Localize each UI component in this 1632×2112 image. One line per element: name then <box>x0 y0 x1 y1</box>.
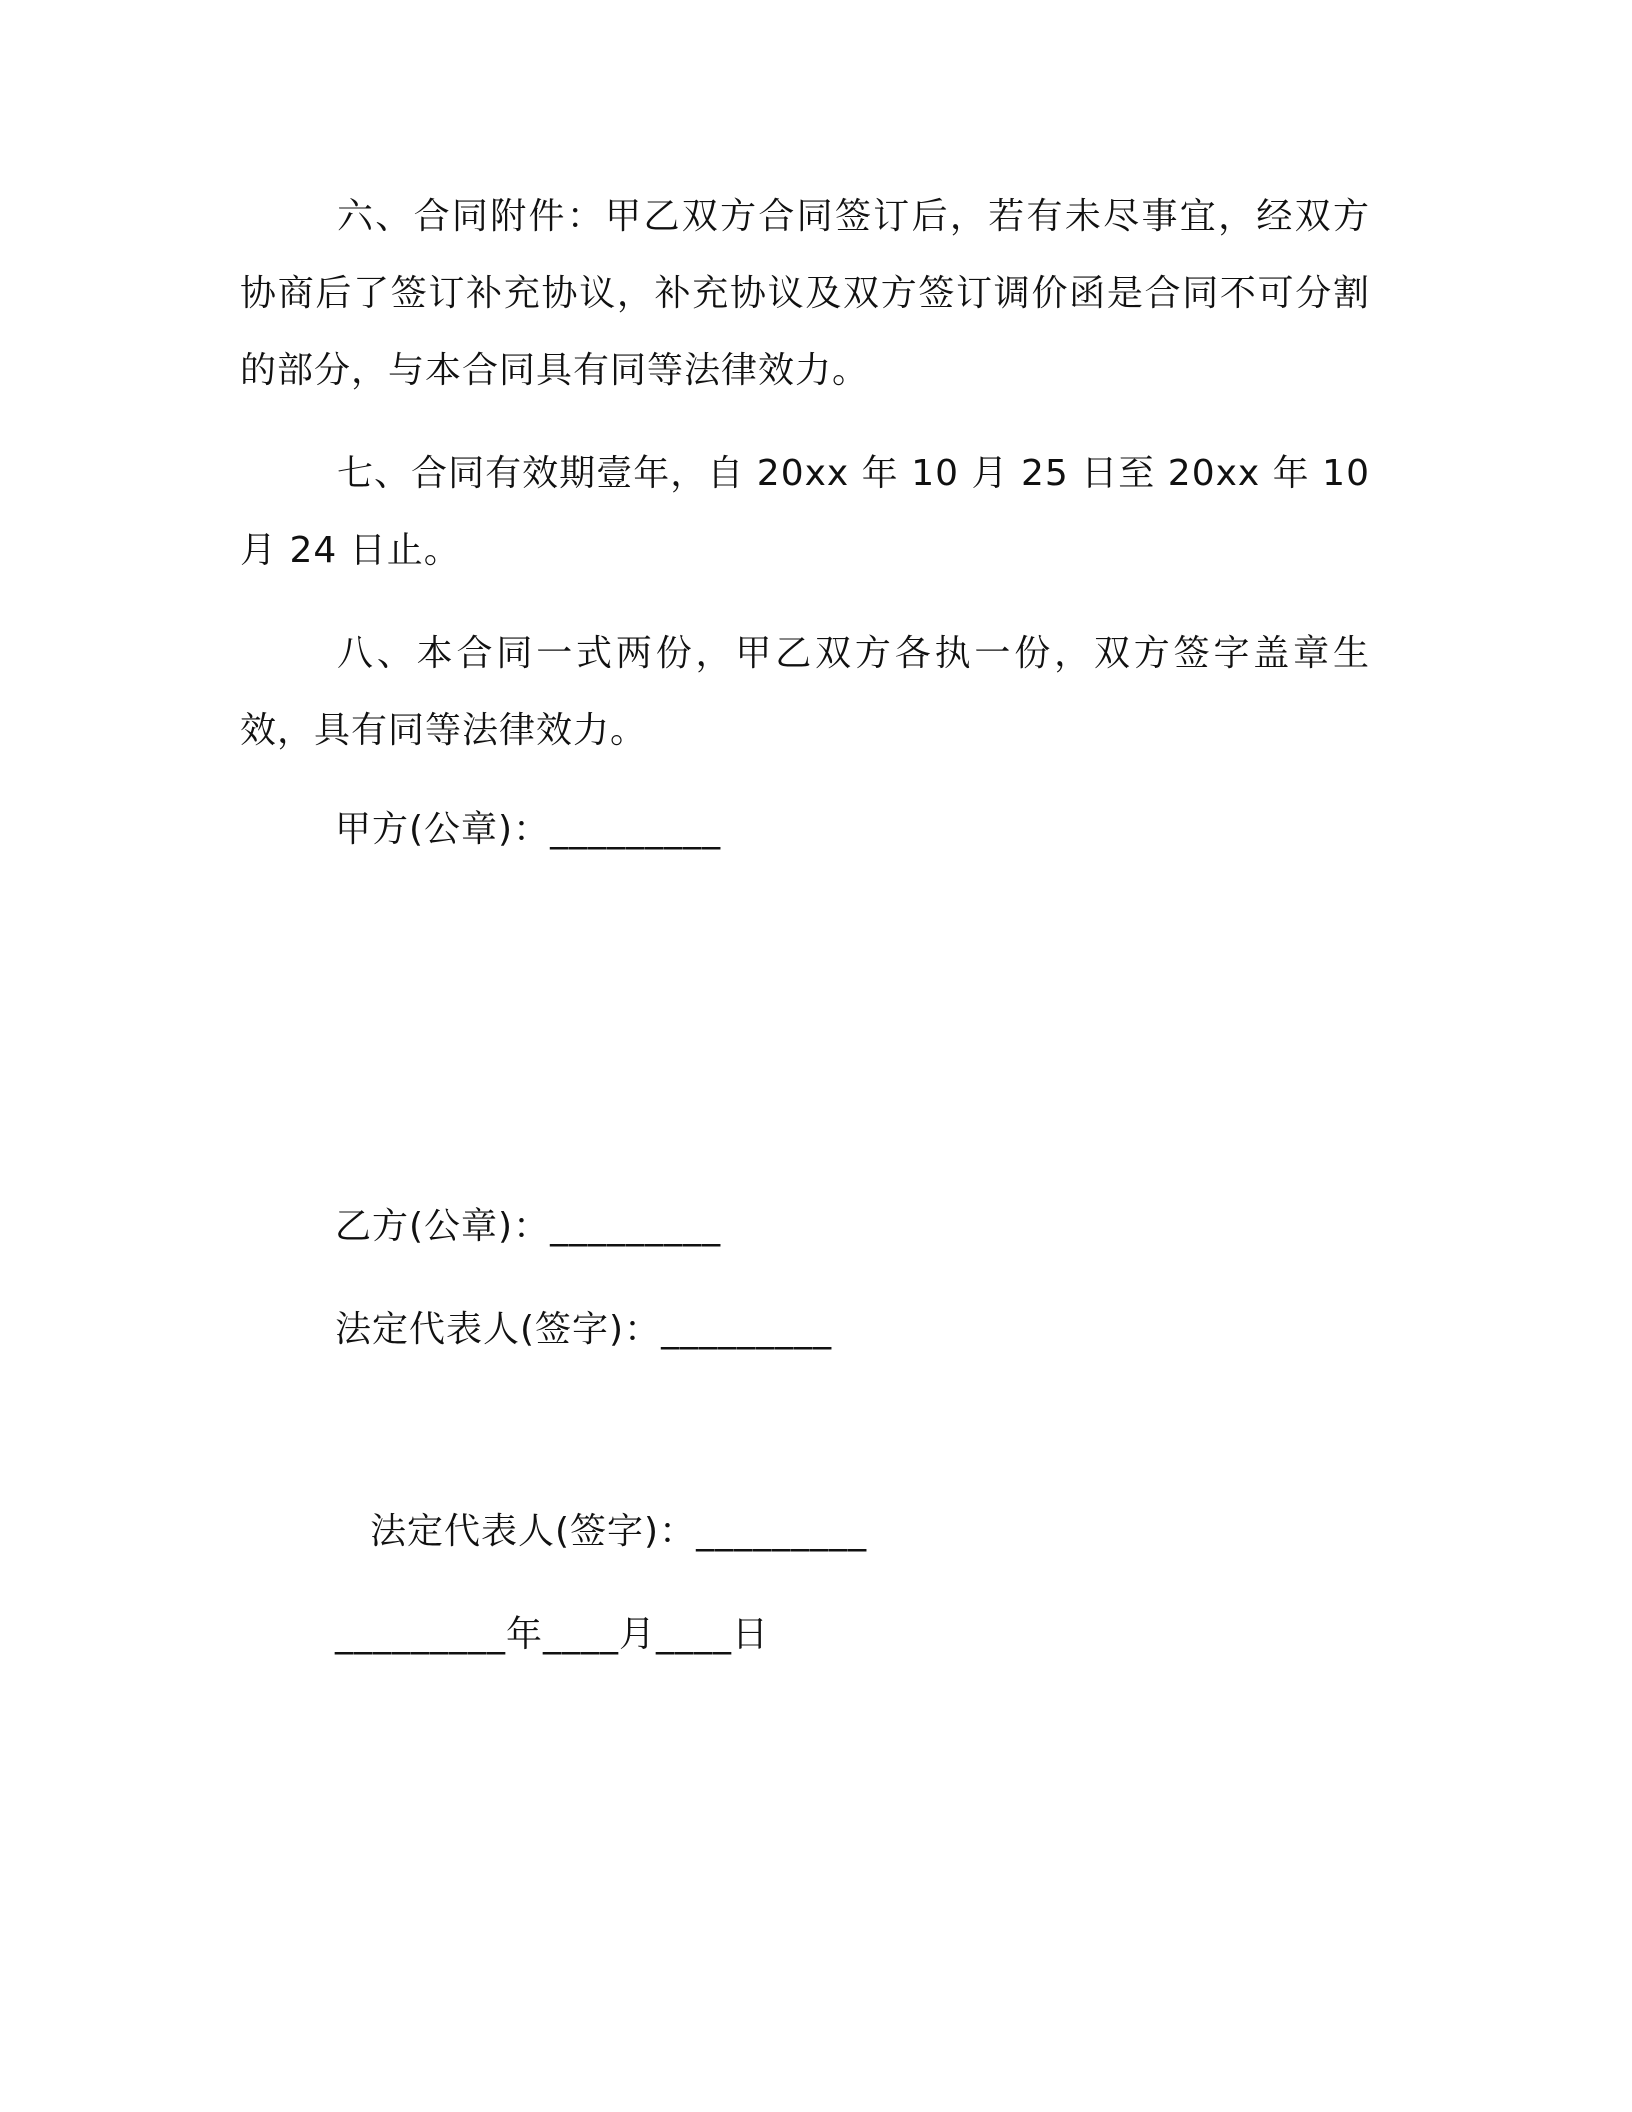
party-b-seal-line: 乙方(公章)：_________ <box>335 1206 722 1247</box>
legal-representative-signature-line: 法定代表人(签字)：_________ <box>335 1309 833 1350</box>
clause-six-attachments: 六、合同附件：甲乙双方合同签订后，若有未尽事宜，经双方协商后了签订补充协议，补充协议及双方签订调价函是合同不可分割的部分，与本合同具有同等法律效力。 <box>240 196 1370 391</box>
date-line: _________年____月____日 <box>335 1614 769 1655</box>
clause-eight-copies: 八、本合同一式两份，甲乙双方各执一份，双方签字盖章生效，具有同等法律效力。 <box>240 633 1370 751</box>
legal-representative-signature-line-2: 法定代表人(签字)：_________ <box>370 1511 868 1552</box>
clause-seven-validity-period: 七、合同有效期壹年，自 20xx 年 10 月 25 日至 20xx 年 10 月 24 日止。 <box>240 453 1370 571</box>
party-a-seal-line: 甲方(公章)：_________ <box>335 809 722 850</box>
